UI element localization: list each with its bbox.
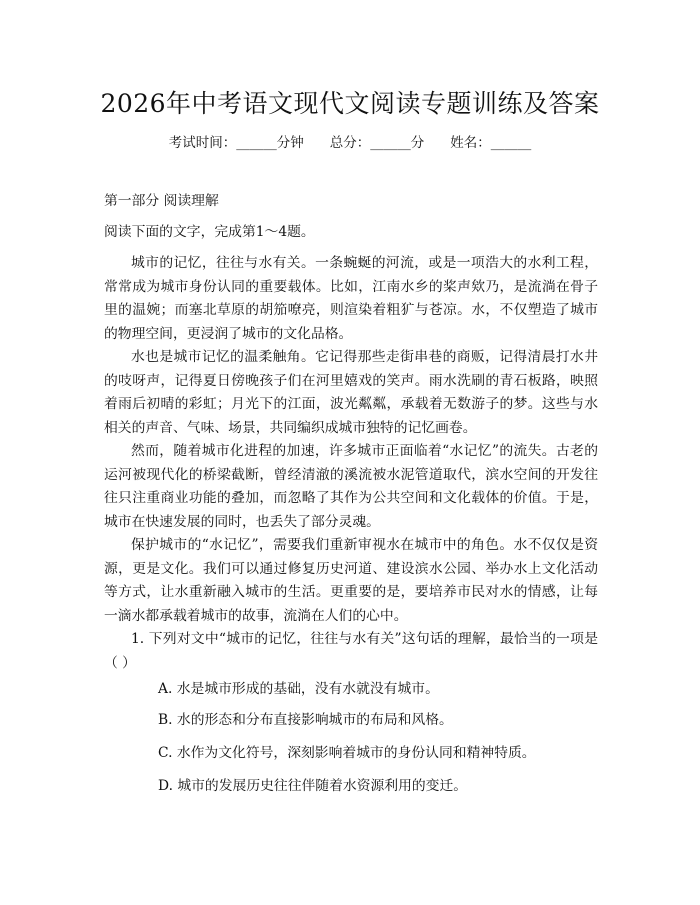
page-title: 2026年中考语文现代文阅读专题训练及答案 <box>100 89 600 118</box>
passage-paragraph-4: 保护城市的“水记忆”，需要我们重新审视水在城市中的角色。水不仅仅是资源，更是文化。我们可以通过修复历史河道、建设滨水公园、举办水上文化活动等方式，让水重新融入城市的生活。更重要的是，要培养市民对水的情感，让每一滴水都承载着城市的故事，流淌在人们的心中。 <box>104 537 598 624</box>
question-1-option-b[interactable]: B. 水的形态和分布直接影响城市的布局和风格。 <box>158 712 453 728</box>
section-heading: 第一部分 阅读理解 <box>104 193 219 209</box>
question-1-stem: 1. 下列对文中“城市的记忆，往往与水有关”这句话的理解，最恰当的一项是（ ） <box>104 631 598 671</box>
section-instruction: 阅读下面的文字，完成第1～4题。 <box>104 224 315 240</box>
question-1-option-c[interactable]: C. 水作为文化符号，深刻影响着城市的身份认同和精神特质。 <box>158 745 536 761</box>
total-score-field: 总分：______分 <box>329 135 425 151</box>
student-name-field: 姓名：______ <box>450 135 532 151</box>
passage-paragraph-2: 水也是城市记忆的温柔触角。它记得那些走街串巷的商贩，记得清晨打水井的吱呀声，记得夏日傍晚孩子们在河里嬉戏的笑声。雨水洗刷的青石板路，映照着雨后初晴的彩虹；月光下的江面，波光粼粼，承载着无数游子的梦。这些与水相关的声音、气味、场景，共同编织成城市独特的记忆画卷。 <box>104 349 598 436</box>
passage-paragraph-1: 城市的记忆，往往与水有关。一条蜿蜒的河流，或是一项浩大的水利工程，常常成为城市身份认同的重要载体。比如，江南水乡的桨声欸乃，是流淌在骨子里的温婉；而塞北草原的胡笳嘹亮，则渲染着粗犷与苍凉。水，不仅塑造了城市的物理空间，更浸润了城市的文化品格。 <box>104 255 598 342</box>
exam-time-field: 考试时间：______分钟 <box>168 135 304 151</box>
passage-paragraph-3: 然而，随着城市化进程的加速，许多城市正面临着“水记忆”的流失。古老的运河被现代化的桥梁截断，曾经清澈的溪流被水泥管道取代，滨水空间的开发往往只注重商业功能的叠加，而忽略了其作为公共空间和文化载体的价值。于是，城市在快速发展的同时，也丢失了部分灵魂。 <box>104 443 598 530</box>
question-1-option-d[interactable]: D. 城市的发展历史往往伴随着水资源利用的变迁。 <box>158 778 468 794</box>
exam-info-line <box>0 131 700 151</box>
question-1-option-a[interactable]: A. 水是城市形成的基础，没有水就没有城市。 <box>158 681 439 697</box>
